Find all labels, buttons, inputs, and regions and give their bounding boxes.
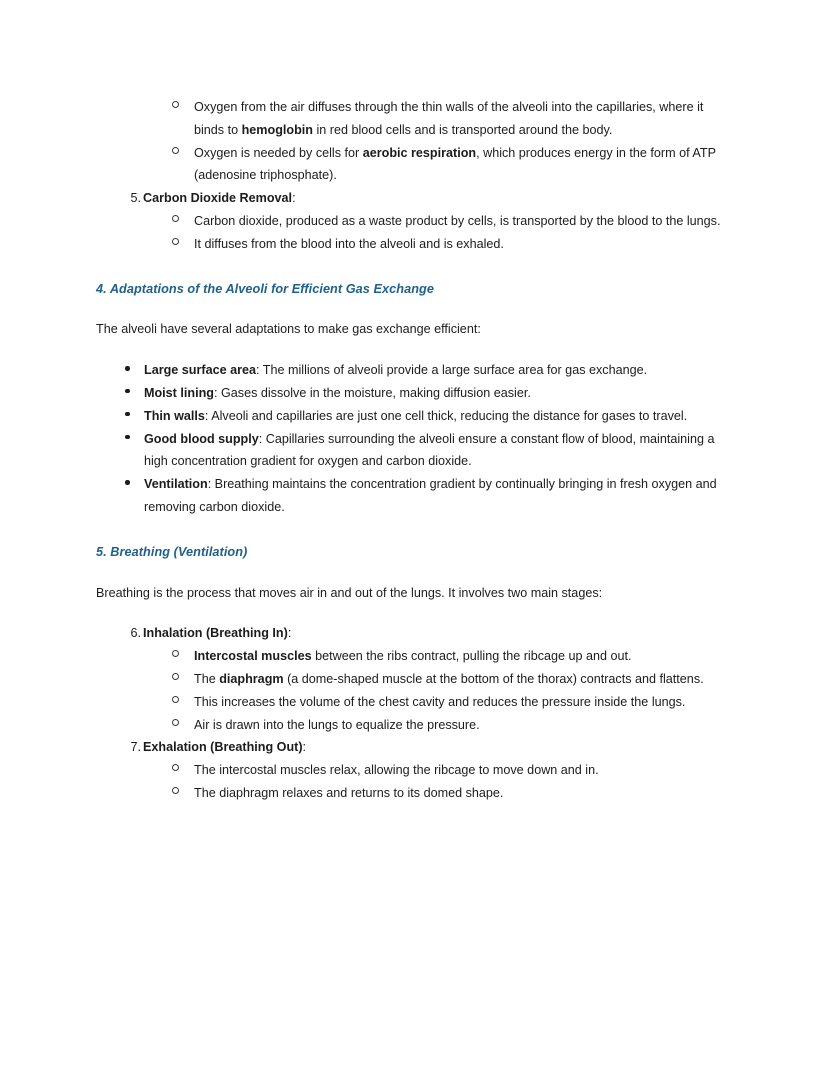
list-number: 5. (130, 191, 141, 206)
list-number: 7. (130, 740, 141, 755)
spacer (96, 519, 735, 541)
list-number: 6. (130, 626, 141, 641)
continued-sublist (96, 96, 735, 187)
numbered-list-continued (96, 187, 735, 255)
circle-bullet-icon (172, 668, 179, 691)
text-run: : Alveoli and capillaries are just one cell thick, reducing the distance for gases to travel. (204, 408, 688, 423)
list-item-inhalation (96, 622, 735, 736)
section-heading-breathing: 5. Breathing (Ventilation) (96, 544, 248, 559)
list-item-text: This increases the volume of the chest cavity and reduces the pressure inside the lungs. (194, 694, 686, 709)
list-item-text (144, 477, 717, 514)
dot-bullet-icon (125, 428, 130, 451)
list-item-text (144, 409, 687, 423)
circle-bullet-icon (172, 714, 179, 737)
text-run: in red blood cells and is transported around the body. (312, 122, 613, 137)
sublist (96, 645, 735, 736)
section-heading-adaptations: 4. Adaptations of the Alveoli for Efficient Gas Exchange (96, 281, 434, 296)
list-item (96, 210, 735, 233)
list-item (96, 359, 735, 382)
circle-bullet-icon (172, 96, 179, 119)
bold-term: Intercostal muscles (194, 649, 312, 664)
list-item-text (194, 100, 703, 137)
text-run: Oxygen from the air diffuses through the thin walls of the alveoli into the capillaries, where it binds to (194, 100, 704, 137)
list-item-text: It diffuses from the blood into the alveoli and is exhaled. (194, 236, 504, 251)
text-run: : Gases dissolve in the moisture, making diffusion easier. (213, 385, 531, 400)
bold-term: aerobic respiration (362, 145, 477, 160)
list-item (96, 645, 735, 668)
list-item-text (143, 191, 296, 205)
bold-term: Thin walls (144, 408, 205, 423)
list-item-text (194, 146, 716, 183)
bold-term: diaphragm (219, 671, 284, 686)
section4-intro-paragraph: The alveoli have several adaptations to make gas exchange efficient: (96, 322, 481, 337)
list-item (96, 714, 735, 737)
list-item (96, 668, 735, 691)
adaptations-bullet-list (96, 359, 735, 519)
list-item (96, 782, 735, 805)
list-item-text: Carbon dioxide, produced as a waste product by cells, is transported by the blood to the lungs. (194, 213, 721, 228)
bold-term: Ventilation (144, 477, 208, 492)
list-item (96, 473, 735, 519)
circle-bullet-icon (172, 142, 179, 165)
circle-bullet-icon (172, 759, 179, 782)
text-run: : (292, 191, 296, 206)
list-item (96, 691, 735, 714)
text-run: : (287, 626, 292, 641)
bold-term: Exhalation (Breathing Out) (143, 740, 303, 755)
document-content (96, 96, 735, 805)
bold-term: Moist lining (144, 385, 214, 400)
text-run: The (194, 671, 220, 686)
text-run: : The millions of alveoli provide a large surface area for gas exchange. (256, 363, 648, 378)
spacer (96, 341, 735, 359)
list-item-text (144, 363, 647, 377)
list-item-text: Air is drawn into the lungs to equalize the pressure. (194, 717, 480, 732)
list-item (96, 405, 735, 428)
list-item-text (144, 386, 531, 400)
dot-bullet-icon (125, 382, 130, 405)
bold-term: Good blood supply (144, 431, 259, 446)
circle-bullet-icon (172, 782, 179, 805)
bold-term: Large surface area (144, 363, 257, 378)
spacer (96, 300, 735, 318)
section5-intro-paragraph: Breathing is the process that moves air in and out of the lungs. It involves two main stages: (96, 585, 603, 600)
sublist (96, 210, 735, 256)
text-run: : Breathing maintains the concentration gradient by continually bringing in fresh oxygen and removing carbon dioxide. (144, 477, 717, 514)
text-run: : Capillaries surrounding the alveoli ensure a constant flow of blood, maintaining a high concentration gradient for oxygen and carbon dioxide. (144, 431, 715, 469)
circle-bullet-icon (172, 645, 179, 668)
list-item (96, 142, 735, 188)
list-item-text (144, 432, 714, 469)
list-item (96, 233, 735, 256)
spacer (96, 604, 735, 622)
text-run: : (302, 740, 307, 755)
spacer (96, 256, 735, 278)
list-item-exhalation (96, 736, 735, 804)
dot-bullet-icon (125, 473, 130, 496)
list-item-text (143, 626, 291, 640)
circle-bullet-icon (172, 691, 179, 714)
list-item-text (194, 672, 704, 686)
text-run: Oxygen is needed by cells for (194, 145, 363, 160)
list-item-text (194, 649, 632, 663)
text-run: , which produces energy in the form of ATP (adenosine triphosphate). (194, 145, 716, 183)
text-run: between the ribs contract, pulling the ribcage up and out. (311, 649, 632, 664)
bold-term: Carbon Dioxide Removal (143, 191, 293, 206)
sublist (96, 759, 735, 805)
bold-term: hemoglobin (241, 122, 313, 137)
list-item (96, 382, 735, 405)
bold-term: Inhalation (Breathing In) (143, 626, 288, 641)
list-item (96, 96, 735, 142)
breathing-numbered-list (96, 622, 735, 804)
list-item (96, 428, 735, 474)
dot-bullet-icon (125, 405, 130, 428)
dot-bullet-icon (125, 359, 130, 382)
circle-bullet-icon (172, 233, 179, 256)
list-item-text: The intercostal muscles relax, allowing the ribcage to move down and in. (194, 763, 599, 778)
text-run: (a dome-shaped muscle at the bottom of the thorax) contracts and flattens. (283, 671, 704, 686)
list-item (96, 759, 735, 782)
circle-bullet-icon (172, 210, 179, 233)
list-item-text: The diaphragm relaxes and returns to its domed shape. (194, 785, 504, 800)
spacer (96, 564, 735, 582)
list-item-text (143, 740, 306, 754)
list-item-carbon-dioxide-removal (96, 187, 735, 255)
